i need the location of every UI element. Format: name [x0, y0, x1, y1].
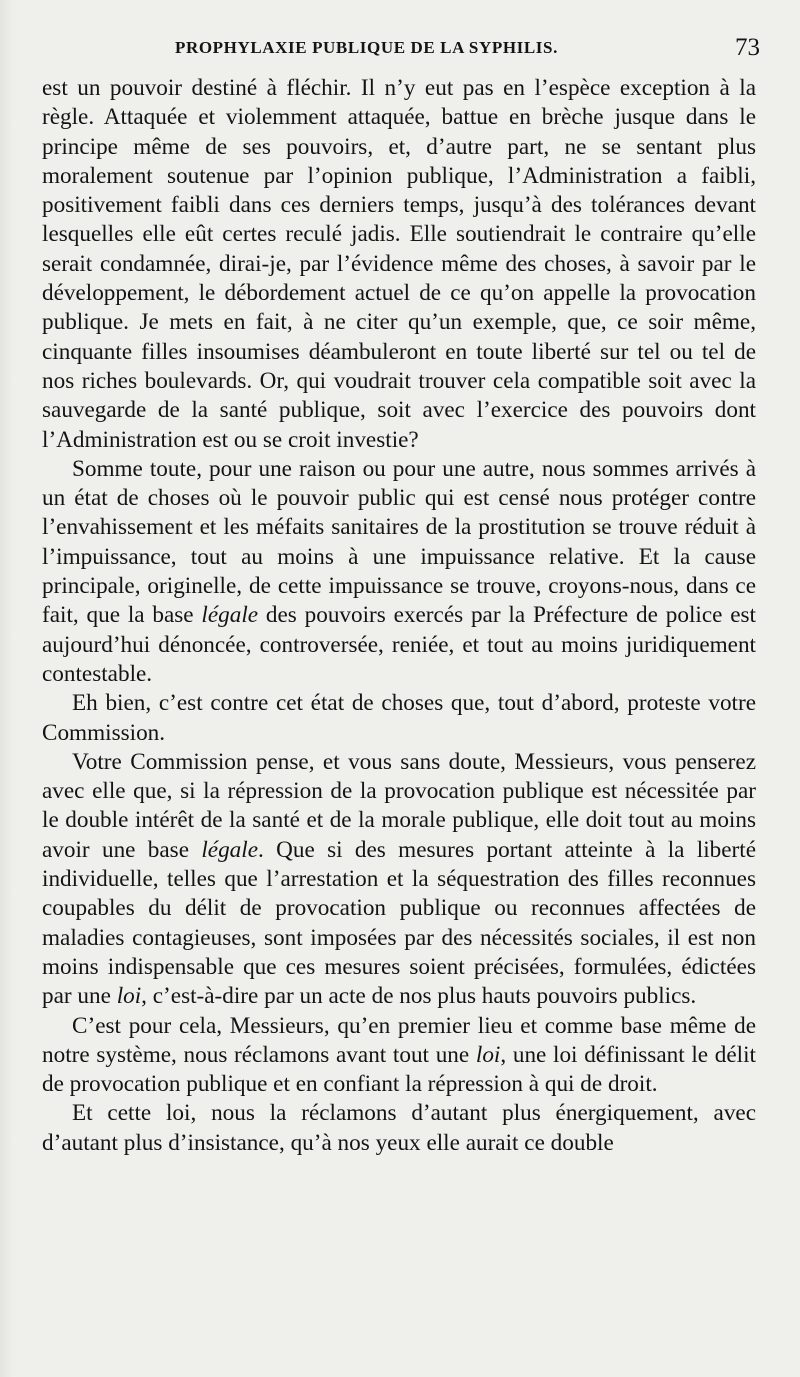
italic-text: loi: [116, 983, 142, 1010]
text-segment: des pouvoirs exercés par la Préfecture de police est aujourd’hui dénoncée, controversée, reniée, et tout au moins juridiquement contestable.: [42, 602, 756, 687]
paragraph-3: [42, 689, 756, 748]
text-segment: , une loi définissant le délit de provocation publique et en confiant la répression à qui de droit.: [42, 1041, 756, 1098]
italic-text: loi: [475, 1041, 501, 1068]
italic-text: légale: [201, 602, 259, 629]
paragraph-2: [42, 455, 756, 689]
paragraph-4: [42, 748, 756, 1012]
paragraph-6: [42, 1099, 756, 1158]
text-segment: , c’est-à-dire par un acte de nos plus hauts pouvoirs publics.: [141, 983, 697, 1010]
body-text: [42, 74, 756, 1158]
running-head: [42, 34, 760, 74]
text-segment: Et cette loi, nous la réclamons d’autant plus énergiquement, avec d’autant plus d’insistance, qu’à nos yeux elle aurait ce double: [42, 1100, 756, 1156]
running-title: PROPHYLAXIE PUBLIQUE DE LA SYPHILIS.: [175, 38, 558, 57]
text-segment: Eh bien, c’est contre cet état de choses que, tout d’abord, proteste votre Commission.: [42, 690, 756, 746]
italic-text: légale: [201, 836, 258, 863]
page-number: 73: [735, 34, 760, 61]
paragraph-5: [42, 1012, 756, 1100]
text-segment: . Que si des mesures portant atteinte à la liberté individuelle, telles que l’arrestation et la séquestration des filles reconnues coupables du délit de provocation publique ou reconnues affectées de maladies contagieuses, sont imposées par des nécessités sociales, il est non moins indispensable que ces mesures soient précisées, formulées, édictées par une: [42, 836, 756, 1010]
text-segment: Somme toute, pour une raison ou pour une autre, nous sommes arrivés à un état de choses où le pouvoir public qui est censé nous protéger contre l’envahissement et les méfaits sanitaires de la prostitution se trouve réduit à l’impuissance, tout au moins à une impuissance relative. Et la cause principale, originelle, de cette impuissance se trouve, croyons-nous, dans ce fait, que la base: [42, 455, 756, 629]
text-segment: est un pouvoir destiné à fléchir. Il n’y eut pas en l’espèce exception à la règle. Attaquée et violemment attaquée, battue en brèche jusque dans le principe même de ses pouvoirs, et, d’autre part, ne se sentant plus moralement soutenue par l’opinion publique, l’Administration a faibli, positivement faibli dans ces derniers temps, jusqu’à des tolérances devant lesquelles elle eût certes reculé jadis. Elle soutiendrait le contraire qu’elle serait condamnée, dirai-je, par l’évidence même des choses, à savoir par le développement, le débordement actuel de ce qu’on appelle la provocation publique. Je mets en fait, à ne citer qu’un exemple, que, ce soir même, cinquante filles insoumises déambuleront en toute liberté sur tel ou tel de nos riches boulevards. Or, qui voudrait trouver cela compatible soit avec la sauvegarde de la santé publique, soit avec l’exercice des pouvoirs dont l’Administration est ou se croit investie?: [42, 75, 756, 453]
text-segment: Votre Commission pense, et vous sans doute, Messieurs, vous penserez avec elle que, si la répression de la provocation publique est nécessitée par le double intérêt de la santé et de la morale publique, elle doit tout au moins avoir une base: [42, 748, 756, 863]
text-segment: C’est pour cela, Messieurs, qu’en premier lieu et comme base même de notre système, nous réclamons avant tout une: [42, 1012, 756, 1068]
paragraph-1: [42, 74, 756, 455]
